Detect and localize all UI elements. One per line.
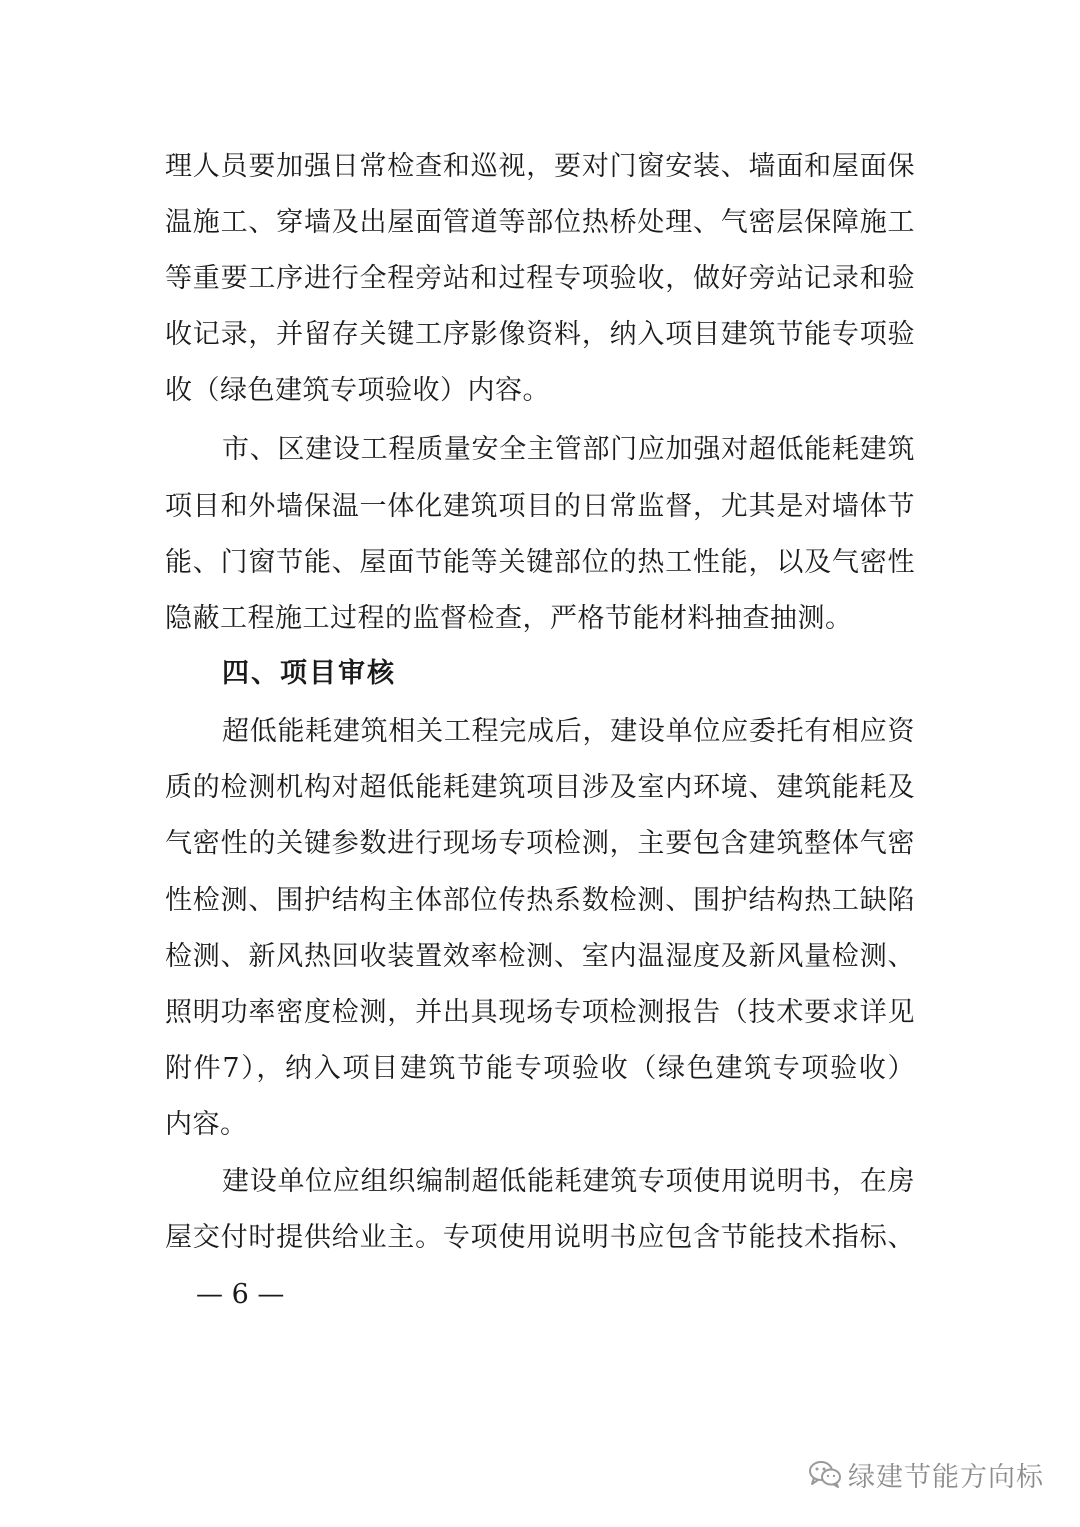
watermark-text: 绿建节能方向标 xyxy=(848,1461,1044,1493)
section-heading: 四、项目审核 xyxy=(222,658,396,689)
paragraph-line: 超低能耗建筑相关工程完成后，建设单位应委托有相应资 xyxy=(222,716,915,747)
paragraph-line: 附件7），纳入项目建筑节能专项验收（绿色建筑专项验收） xyxy=(165,1053,915,1084)
paragraph-line: 内容。 xyxy=(165,1109,248,1140)
paragraph-line: 收记录，并留存关键工序影像资料，纳入项目建筑节能专项验 xyxy=(165,319,915,350)
paragraph-line: 气密性的关键参数进行现场专项检测，主要包含建筑整体气密 xyxy=(165,828,915,859)
paragraph-line: 能、门窗节能、屋面节能等关键部位的热工性能，以及气密性 xyxy=(165,547,915,578)
wechat-icon xyxy=(808,1459,842,1489)
paragraph-line: 等重要工序进行全程旁站和过程专项验收，做好旁站记录和验 xyxy=(165,263,915,294)
paragraph-line: 理人员要加强日常检查和巡视，要对门窗安装、墙面和屋面保 xyxy=(165,151,915,182)
paragraph-line: 性检测、围护结构主体部位传热系数检测、围护结构热工缺陷 xyxy=(165,885,915,916)
paragraph-line: 建设单位应组织编制超低能耗建筑专项使用说明书，在房 xyxy=(222,1166,915,1197)
paragraph-line: 检测、新风热回收装置效率检测、室内温湿度及新风量检测、 xyxy=(165,941,915,972)
page-number: — 6 — xyxy=(196,1279,285,1310)
paragraph-line: 温施工、穿墙及出屋面管道等部位热桥处理、气密层保障施工 xyxy=(165,207,915,238)
paragraph-line: 质的检测机构对超低能耗建筑项目涉及室内环境、建筑能耗及 xyxy=(165,772,915,803)
paragraph-line: 屋交付时提供给业主。专项使用说明书应包含节能技术指标、 xyxy=(165,1222,915,1253)
paragraph-line: 收（绿色建筑专项验收）内容。 xyxy=(165,375,550,406)
watermark xyxy=(808,1454,1044,1494)
paragraph-line: 市、区建设工程质量安全主管部门应加强对超低能耗建筑 xyxy=(222,434,915,465)
paragraph-line: 项目和外墙保温一体化建筑项目的日常监督，尤其是对墙体节 xyxy=(165,491,915,522)
paragraph-line: 照明功率密度检测，并出具现场专项检测报告（技术要求详见 xyxy=(165,997,915,1028)
paragraph-line: 隐蔽工程施工过程的监督检查，严格节能材料抽查抽测。 xyxy=(165,603,853,634)
